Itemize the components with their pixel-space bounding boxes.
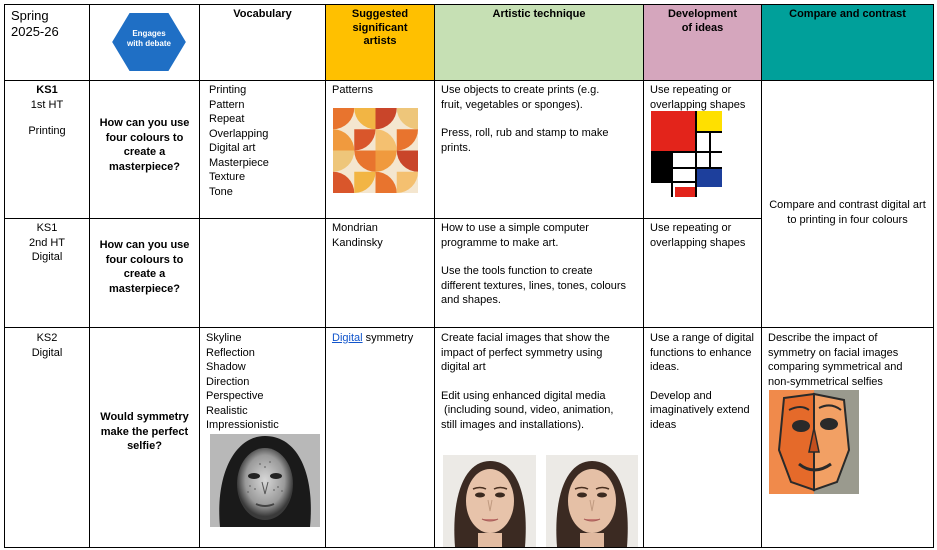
row1-artists: Patterns [332, 84, 373, 96]
vocab-word: Skyline [206, 332, 242, 344]
compare-merged-line-1: Compare and contrast digital art [769, 199, 926, 211]
badge-line-1: Engages [132, 29, 166, 38]
row3-question-line-2: make the perfect [100, 425, 189, 438]
row3-technique [435, 329, 643, 448]
row2-question-line-1: How can you use [99, 239, 190, 251]
row3-development [644, 329, 761, 448]
row2-topic: Digital [31, 251, 63, 263]
row3-vocabulary [200, 329, 325, 435]
row3-artists [326, 329, 434, 348]
technique-line: (including sound, video, animation, [441, 404, 614, 416]
development-line: ideas [650, 418, 677, 431]
development-line: overlapping shapes [650, 236, 746, 249]
technique-line: impact of perfect symmetry using [441, 346, 603, 359]
row3-stage [5, 329, 89, 362]
technique-line: and shapes. [441, 294, 501, 306]
vocabulary-header: Vocabulary [233, 8, 292, 20]
row3-question-line-1: Would symmetry [100, 411, 189, 423]
row1-development [644, 81, 761, 114]
rule-bottom [4, 547, 934, 548]
development-line: Develop and [650, 389, 712, 402]
vocab-word: Texture [209, 171, 246, 183]
technique-line: Use the tools function to create [441, 265, 593, 277]
vocab-word: Repeat [209, 113, 245, 125]
compare-line: Describe the impact of [768, 332, 878, 344]
vocab-word: Overlapping [209, 127, 269, 140]
row2-stage-label: KS1 [36, 222, 58, 234]
row1-question-line-3: create a [123, 146, 166, 158]
development-header-line-2: of ideas [681, 21, 724, 34]
row1-question-line-2: four colours to [105, 131, 184, 144]
vocab-word: Direction [206, 375, 250, 388]
technique-line: digital art [441, 361, 486, 373]
technique-line: prints. [441, 141, 471, 154]
vocab-word: Shadow [206, 361, 246, 373]
row3-stage-label: KS2 [36, 332, 58, 344]
rule-col6 [761, 4, 762, 548]
development-line: functions to enhance [650, 346, 752, 359]
row1-vocabulary [203, 81, 325, 201]
row3-topic: Digital [31, 346, 63, 359]
row1-technique [435, 81, 643, 171]
symmetric-face-left [443, 455, 536, 547]
badge-line-2: with debate [126, 39, 171, 48]
technique-line: fruit, vegetables or sponges). [441, 98, 583, 111]
rule-row2 [4, 327, 934, 328]
artists-header-line-2: significant [352, 21, 408, 34]
technique-line: Edit using enhanced digital media [441, 389, 606, 402]
row1-question-line-1: How can you use [99, 117, 190, 129]
row3-compare [762, 329, 933, 391]
cubist-face-image [769, 390, 859, 494]
rule-top [4, 4, 934, 5]
artists-header-line-3: artists [363, 35, 397, 47]
term-label [5, 6, 89, 42]
rule-col2 [199, 4, 200, 548]
vocab-word: Printing [209, 84, 247, 96]
compare-line: symmetry on facial images [768, 346, 899, 359]
development-header [644, 6, 761, 37]
technique-line: programme to make art. [441, 236, 559, 249]
development-line: Use repeating or [650, 84, 732, 96]
technique-line: How to use a simple computer [441, 222, 589, 234]
development-line: ideas. [650, 361, 680, 373]
development-line: Use a range of digital [650, 332, 754, 344]
artist-name: Mondrian [332, 222, 378, 234]
vocab-word: Realistic [206, 404, 248, 417]
technique-line: Press, roll, rub and stamp to make [441, 127, 609, 139]
compare-merged-line-2: to printing in four colours [787, 213, 908, 226]
row2-question-line-3: create a [123, 268, 166, 280]
artists-header-line-1: Suggested [351, 8, 409, 20]
portrait-photo [210, 434, 320, 527]
technique-line: still images and installations). [441, 418, 585, 431]
row1-stage [5, 81, 89, 141]
row2-stage [5, 219, 89, 267]
row1-stage-label: KS1 [36, 84, 58, 96]
row2-half-term: 2nd HT [28, 236, 66, 249]
technique-line: Create facial images that show the [441, 332, 610, 344]
badge-text [110, 29, 188, 49]
row2-question [90, 236, 199, 298]
technique-line: Use objects to create prints (e.g. [441, 84, 600, 96]
vocab-word: Digital art [209, 142, 256, 154]
development-line: Use repeating or [650, 222, 732, 234]
compare-merged [762, 196, 933, 229]
artists-header [326, 6, 434, 51]
artists-rest-text: symmetry [362, 332, 414, 344]
row1-half-term: 1st HT [30, 98, 64, 111]
row2-technique [435, 219, 643, 324]
compare-line: non-symmetrical selfies [768, 375, 883, 388]
row1-question-line-4: masterpiece? [109, 160, 180, 173]
technique-line: different textures, lines, tones, colours [441, 279, 627, 292]
compare-line: comparing symmetrical and [768, 361, 903, 373]
vocab-word: Impressionistic [206, 419, 279, 431]
development-line: overlapping shapes [650, 98, 746, 111]
artist-name: Kandinsky [332, 236, 383, 249]
mondrian-image [651, 111, 722, 197]
development-header-line-1: Development [667, 8, 738, 20]
vocab-word: Reflection [206, 346, 255, 359]
row3-question [90, 408, 199, 456]
debate-badge [110, 10, 188, 74]
compare-header: Compare and contrast [789, 8, 906, 20]
technique-header: Artistic technique [492, 8, 586, 20]
row2-development [644, 219, 761, 252]
patterns-image [333, 108, 418, 193]
symmetric-face-right [546, 455, 638, 547]
row2-artists [326, 219, 434, 252]
digital-link[interactable]: Digital [332, 332, 363, 344]
term-season: Spring [11, 8, 49, 23]
vocab-word: Masterpiece [209, 156, 269, 169]
vocab-word: Pattern [209, 98, 245, 111]
term-year: 2025-26 [11, 24, 59, 39]
row2-question-line-2: four colours to [105, 253, 184, 266]
rule-col7 [933, 4, 934, 548]
row1-question [90, 114, 199, 176]
row1-topic: Printing [28, 125, 66, 137]
development-line: imaginatively extend [650, 404, 750, 416]
vocab-word: Tone [209, 185, 233, 198]
row2-question-line-4: masterpiece? [109, 282, 180, 295]
row3-question-line-3: selfie? [127, 440, 162, 452]
vocab-word: Perspective [206, 390, 264, 402]
